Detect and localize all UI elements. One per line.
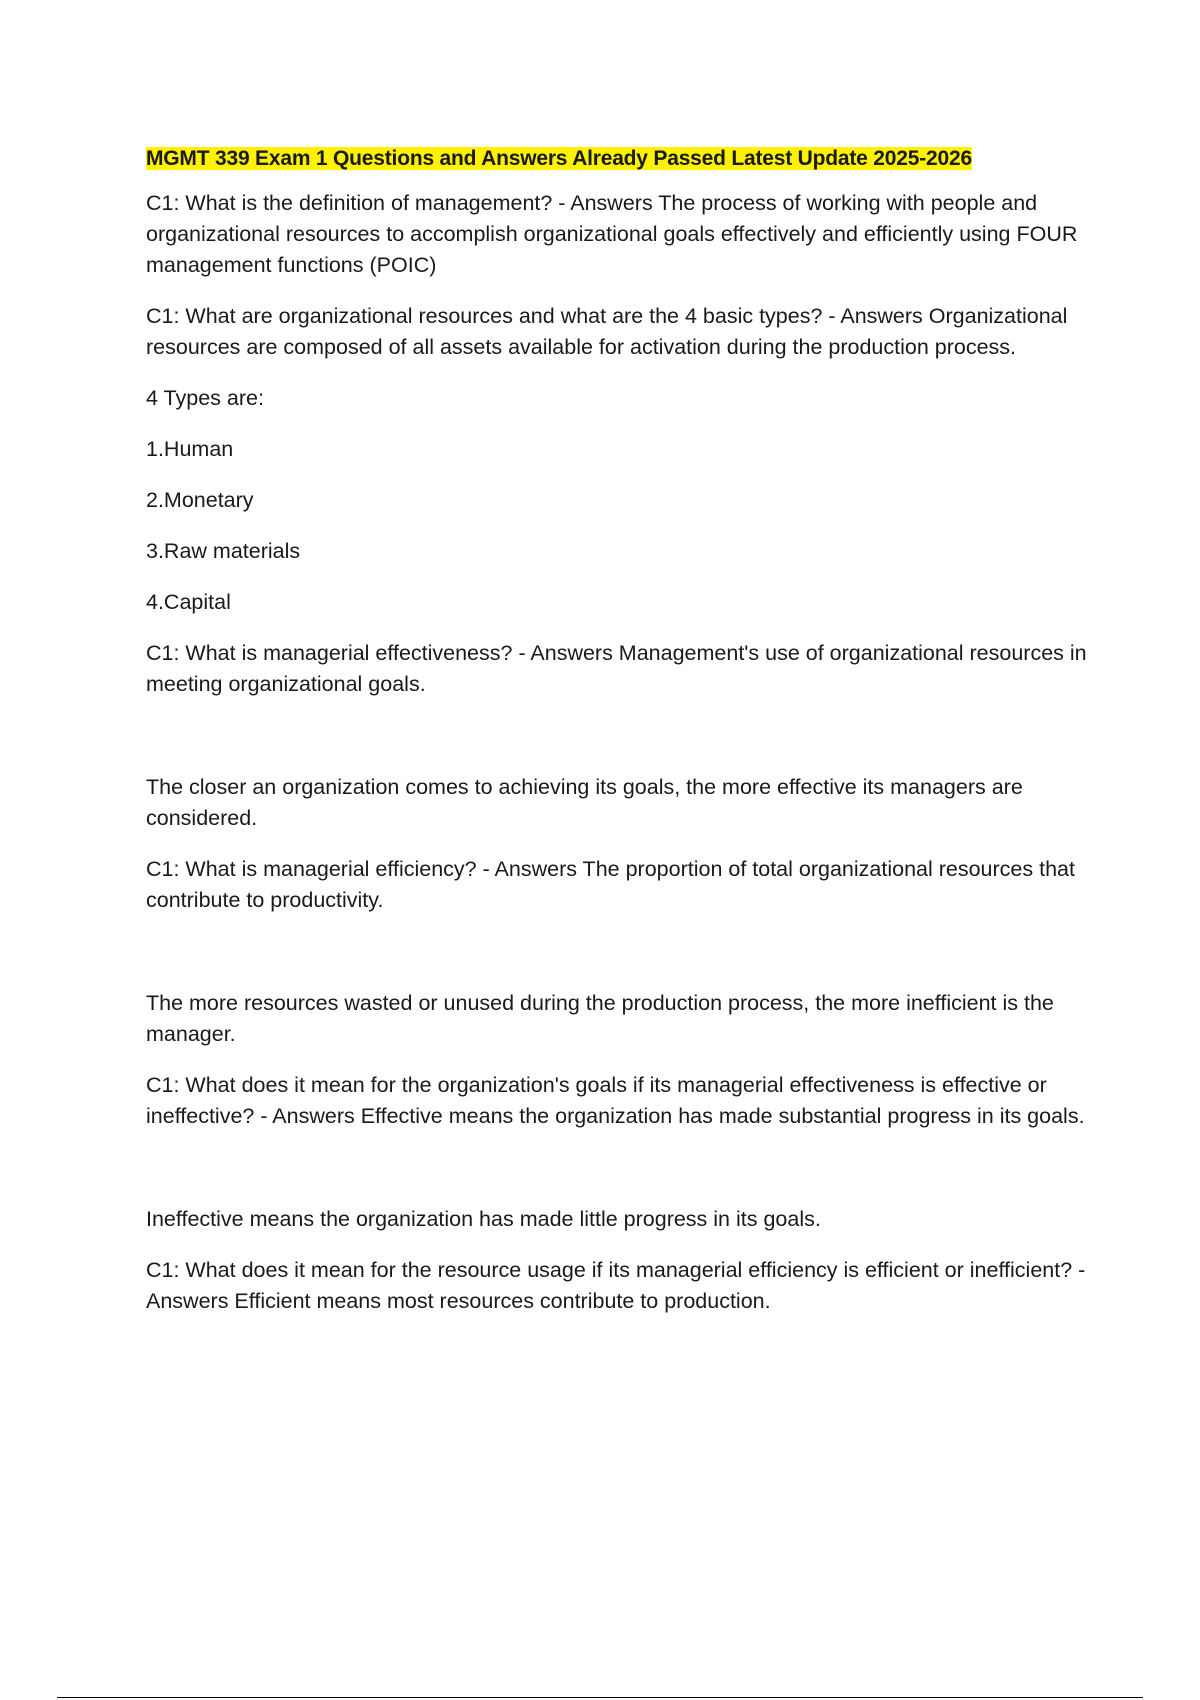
list-item: 2.Monetary — [146, 488, 254, 512]
qa-definition-of-management: C1: What is the definition of management? - Answers The process of working with people and organizational resources to accomplish organizational goals effectively and efficiently using FOUR management functions (POIC) — [146, 191, 1078, 277]
qa-managerial-effectiveness: C1: What is managerial effectiveness? - Answers Management's use of organizational resources in meeting organizational goals. — [146, 641, 1087, 696]
page-bottom-rule — [57, 1697, 1143, 1698]
document-title: MGMT 339 Exam 1 Questions and Answers Already Passed Latest Update 2025-2026 — [146, 147, 972, 170]
qa-managerial-efficiency: C1: What is managerial efficiency? - Answers The proportion of total organizational resources that contribute to productivity. — [146, 857, 1075, 912]
efficiency-note: The more resources wasted or unused during the production process, the more inefficient is the manager. — [146, 991, 1054, 1046]
list-item: 3.Raw materials — [146, 539, 301, 563]
list-item: 1.Human — [146, 437, 234, 461]
ineffective-note: Ineffective means the organization has made little progress in its goals. — [146, 1207, 821, 1231]
document-body — [146, 143, 1096, 1337]
qa-organizational-resources: C1: What are organizational resources and what are the 4 basic types? - Answers Organizational resources are composed of all assets available for activation during the production process. — [146, 304, 1068, 359]
effectiveness-note: The closer an organization comes to achieving its goals, the more effective its managers are considered. — [146, 775, 1023, 830]
qa-efficiency-meaning: C1: What does it mean for the resource usage if its managerial efficiency is efficient or inefficient? - Answers Efficient means most resources contribute to production. — [146, 1258, 1086, 1313]
qa-effectiveness-meaning: C1: What does it mean for the organization's goals if its managerial effectiveness is effective or ineffective? - Answers Effective means the organization has made substantial progress in its goals. — [146, 1073, 1085, 1128]
title-line — [146, 143, 1096, 174]
types-heading: 4 Types are: — [146, 386, 264, 410]
list-item: 4.Capital — [146, 590, 231, 614]
